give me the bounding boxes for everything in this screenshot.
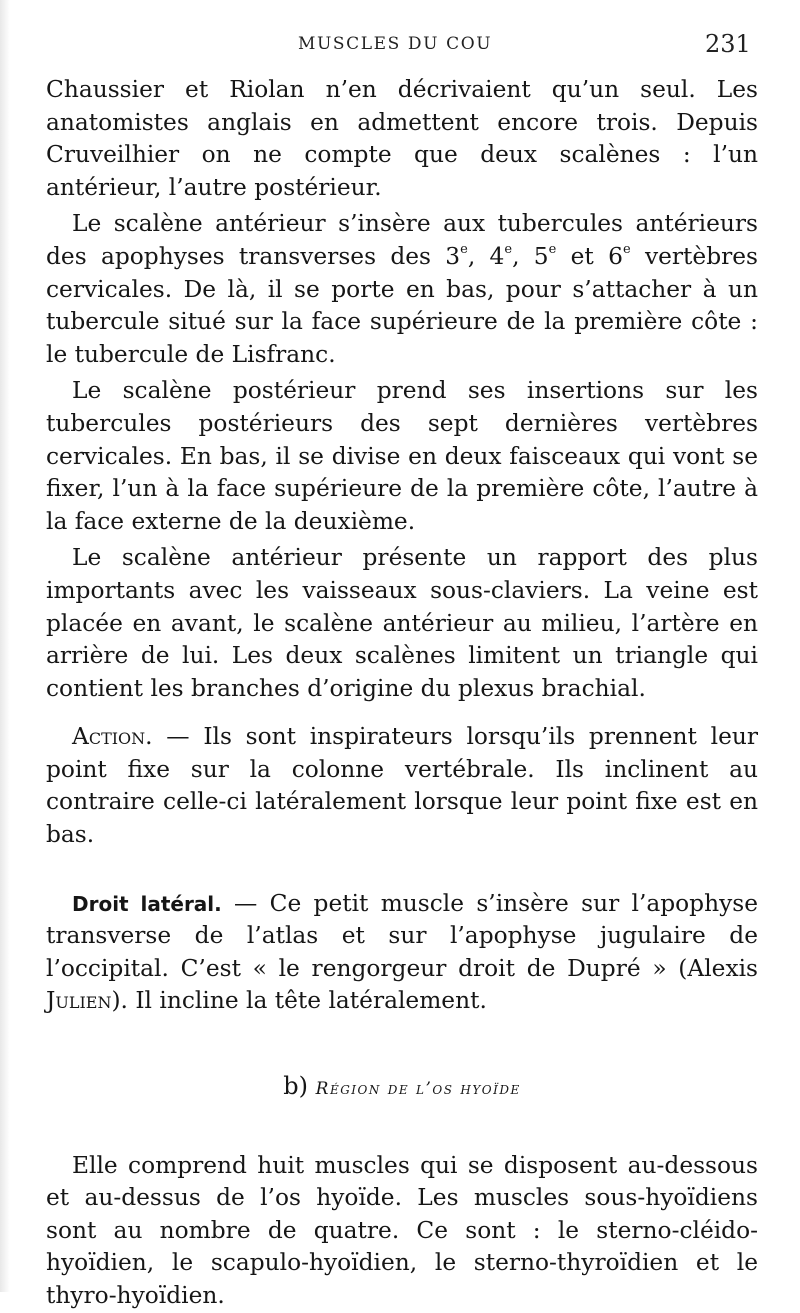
running-head	[0, 30, 800, 64]
paragraph-posterior-scalene: Le scalène postérieur prend ses insertions sur les tubercules postérieurs des sept dernières vertèbres cervicales. En bas, il se divise en deux faisceaux qui vont se fixer, l’un à la face supérieure de la première côte, l’autre à la face externe de la deuxième.	[46, 377, 758, 535]
paragraph-action: Action. — Ils sont inspirateurs lorsqu’ils prennent leur point fixe sur la colonne vertébrale. Ils inclinent au contraire celle-ci latéralement lorsque leur point fixe est en bas.	[46, 723, 758, 849]
author-name: Julien	[46, 987, 112, 1015]
paragraph-droit-lateral: Droit latéral. — Ce petit muscle s’insère sur l’apophyse transverse de l’atlas et sur l’apophyse jugulaire de l’occipital. C’est « le rengorgeur droit de Dupré » (Alexis Julien). Il incline la tête latéralement.	[46, 889, 759, 1015]
paragraph-scalene-relations: Le scalène antérieur présente un rapport des plus importants avec les vaisseaux sous-claviers. La veine est placée en avant, le scalène antérieur au milieu, l’artère en arrière de lui. Les deux scalènes limitent un triangle qui contient les branches d’origine du plexus brachial.	[46, 544, 758, 702]
action-label: Action.	[72, 723, 153, 751]
droit-lateral-label: Droit latéral.	[72, 891, 222, 916]
running-title: MUSCLES DU COU	[298, 34, 493, 54]
paragraph-scalenes-count: Chaussier et Riolan n’en décrivaient qu’un seul. Les anatomistes anglais en admettent encore trois. Depuis Cruveilhier on ne compte que deux scalènes : l’un antérieur, l’autre postérieur.	[46, 76, 758, 201]
page-number: 231	[705, 30, 751, 58]
section-letter: b)	[283, 1072, 308, 1101]
scan-edge-shadow	[0, 0, 10, 1292]
paragraph-anterior-scalene: Le scalène antérieur s’insère aux tubercules antérieurs des apophyses transverses des 3e, 4e, 5e et 6e vertèbres cervicales. De là, il se porte en bas, pour s’attacher à un tubercule situé sur la face supérieure de la première côte : le tubercule de Lisfranc.	[46, 210, 758, 368]
section-heading	[46, 1070, 758, 1106]
body-text	[46, 74, 758, 1313]
section-title: Région de l’os hyoïde	[315, 1079, 521, 1100]
paragraph-hyoid-region: Elle comprend huit muscles qui se disposent au-dessous et au-dessus de l’os hyoïde. Les muscles sous-hyoïdiens sont au nombre de quatre. Ce sont : le sterno-cléido-hyoïdien, le scapulo-hyoïdien, le sterno-thyroïdien et le thyro-hyoïdien.	[46, 1151, 758, 1309]
